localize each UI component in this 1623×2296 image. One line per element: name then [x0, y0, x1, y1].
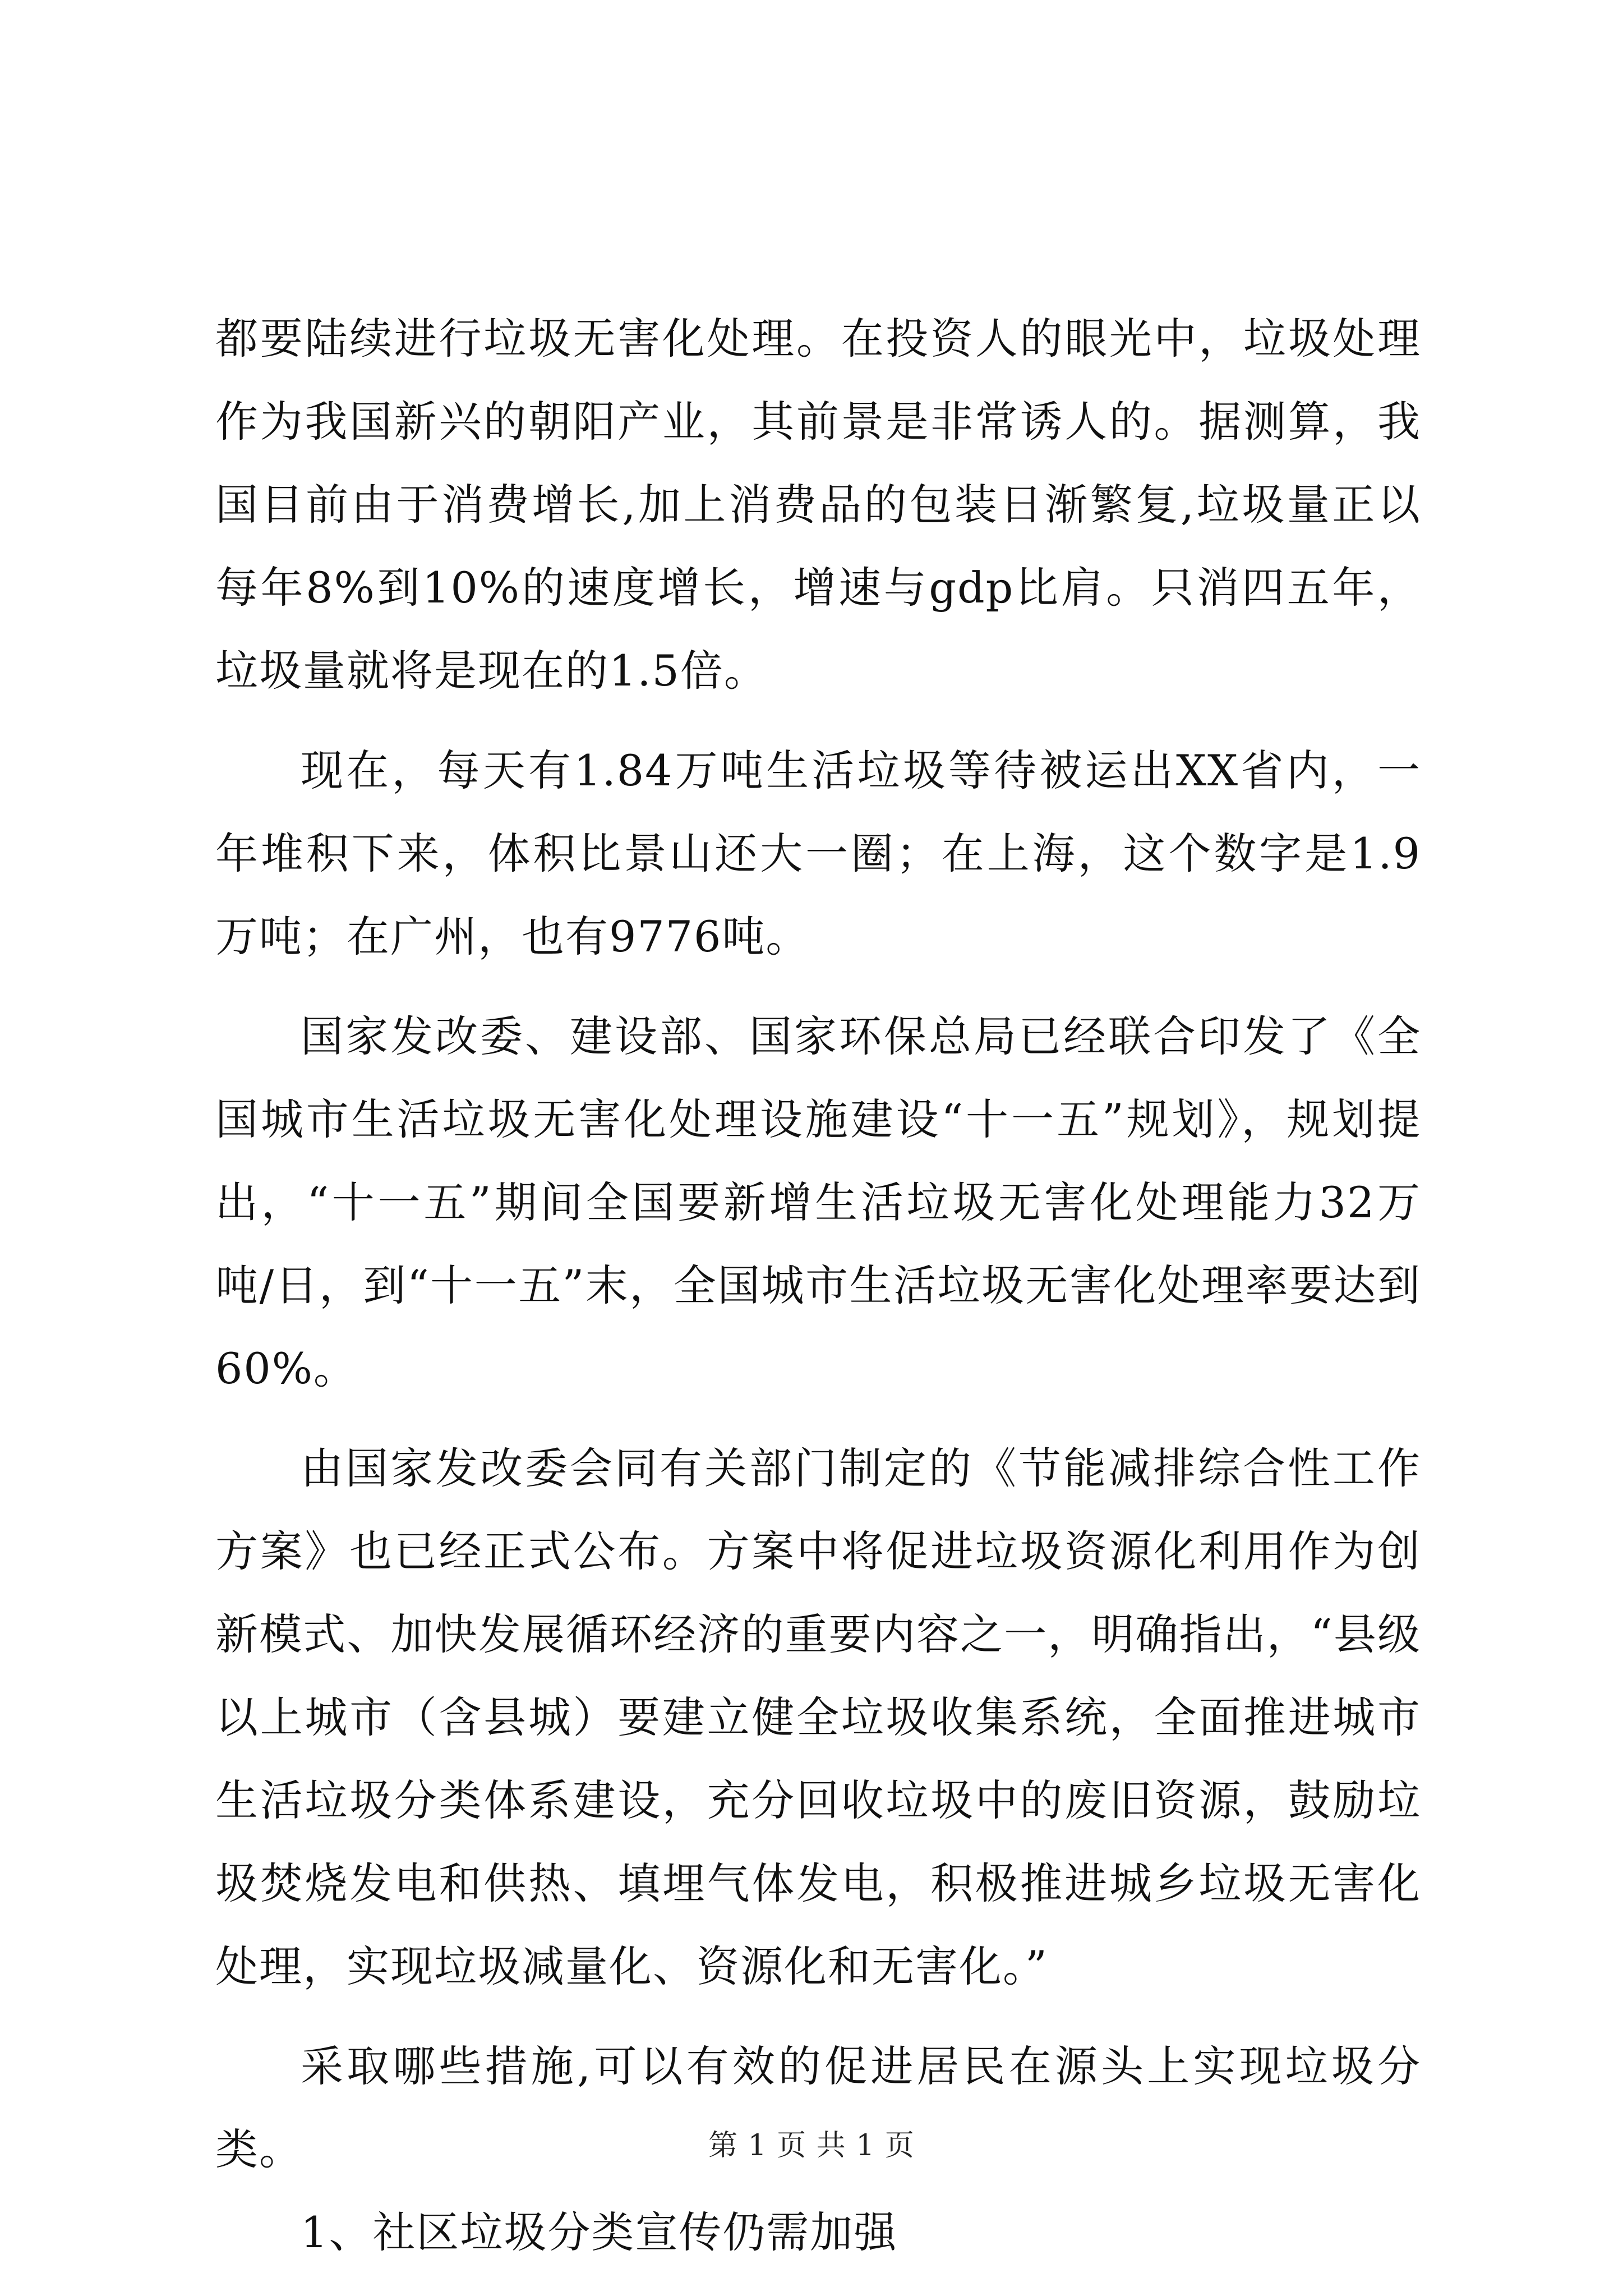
paragraph-energy-saving-plan: 由国家发改委会同有关部门制定的《节能减排综合性工作方案》也已经正式公布。方案中将促进垃圾资源化利用作为创新模式、加快发展循环经济的重要内容之一，明确指出，“县级以上城市（含县城）要建立健全垃圾收集系统，全面推进城市生活垃圾分类体系建设，充分回收垃圾中的废旧资源，鼓励垃圾焚烧发电和供热、填埋气体发电，积极推进城乡垃圾无害化处理，实现垃圾减量化、资源化和无害化。” [215, 1443, 1421, 1991]
paragraph-continuation: 都要陆续进行垃圾无害化处理。在投资人的眼光中，垃圾处理作为我国新兴的朝阳产业，其前景是非常诱人的。据测算，我国目前由于消费增长,加上消费品的包装日渐繁复,垃圾量正以每年8%到10%的速度增长，增速与gdp比肩。只消四五年，垃圾量就将是现在的1.5倍。 [215, 314, 1421, 696]
heading-community-publicity: 1、社区垃圾分类宣传仍需加强 [301, 2207, 898, 2257]
paragraph-garbage-volume: 现在，每天有1.84万吨生活垃圾等待被运出XX省内，一年堆积下来，体积比景山还大一圈；在上海，这个数字是1.9万吨；在广州，也有9776吨。 [215, 746, 1421, 961]
paragraph-measures-question: 采取哪些措施,可以有效的促进居民在源头上实现垃圾分类。 [215, 2041, 1421, 2174]
paragraph-five-year-plan: 国家发改委、建设部、国家环保总局已经联合印发了《全国城市生活垃圾无害化处理设施建设“十一五”规划》，规划提出，“十一五”期间全国要新增生活垃圾无害化处理能力32万吨/日，到“十一五”末，全国城市生活垃圾无害化处理率要达到60%。 [215, 1011, 1421, 1393]
page-footer: 第 1 页 共 1 页 [708, 2129, 915, 2162]
document-body [215, 297, 1421, 2291]
